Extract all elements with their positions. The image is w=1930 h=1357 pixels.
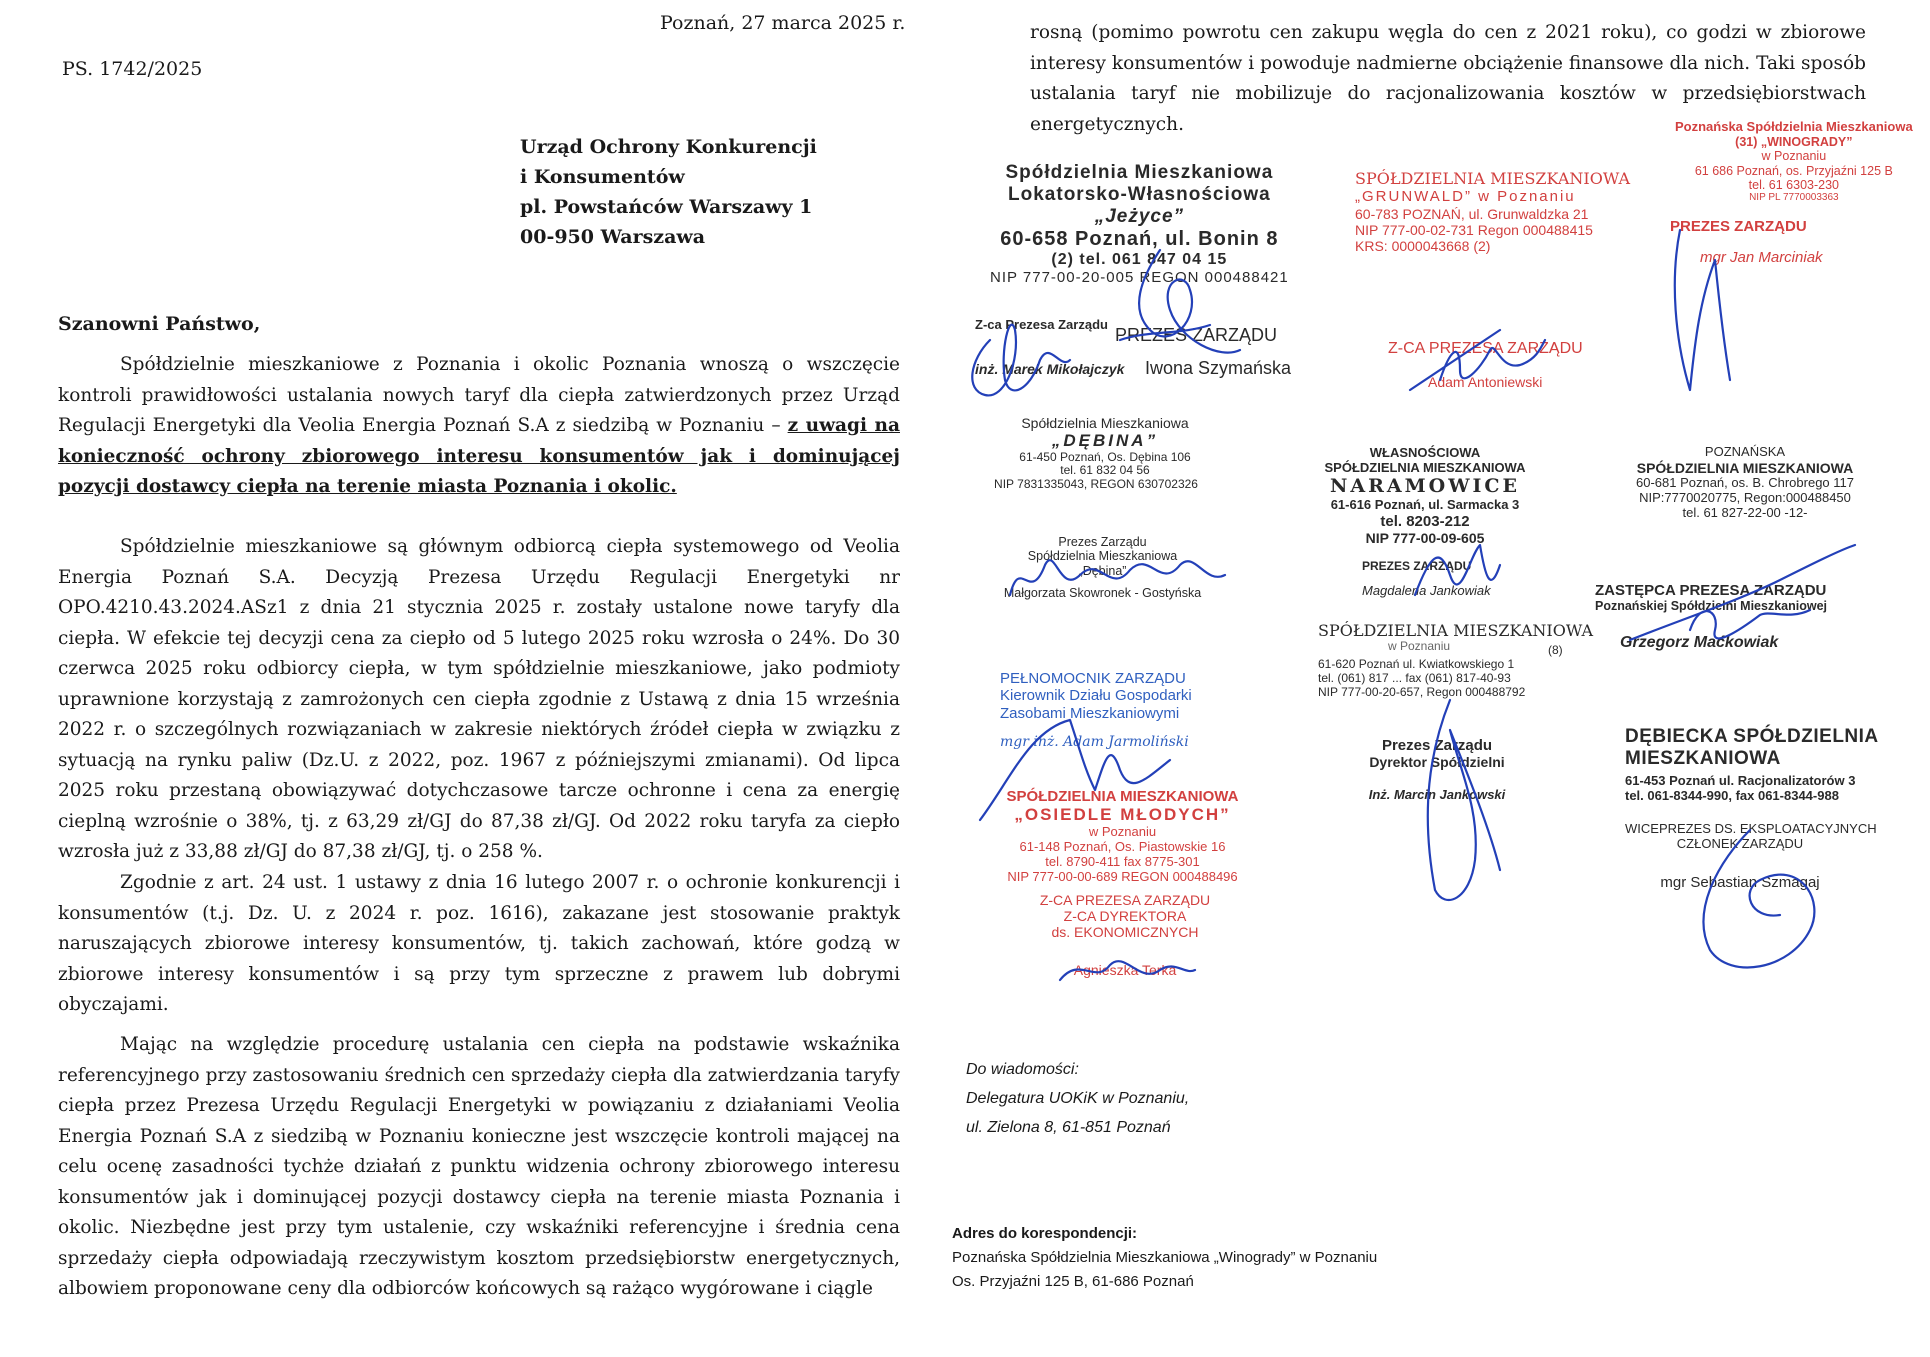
signature-label-szymanska: PREZES ZARZĄDU Iwona Szymańska (1115, 325, 1292, 378)
reference-number: PS. 1742/2025 (62, 58, 203, 80)
paragraph-4-continuation: rosną (pomimo powrotu cen zakupu węgla do cen z 2021 roku), co godzi w zbiorowe interesy konsumentów i powoduje nadmierne obciążenie finansowe dla nich. Taki sposób ustalania taryf nie mobilizuje do racjonalizowania kosztów w przedsiębiorstwach energetycznych. (1030, 22, 1866, 135)
paragraph-1-emphasis: z uwagi na konieczność ochrony zbiorowego interesu konsumentów jak i dominującej pozycji dostawcy ciepła na terenie miasta Poznania i okolic. (58, 415, 900, 497)
cc-title: Do wiadomości: (966, 1061, 1079, 1078)
letter-date: Poznań, 27 marca 2025 r. (660, 12, 906, 34)
recipient-line: i Konsumentów (520, 166, 685, 188)
stamp-winogrady: Poznańska Spółdzielnia Mieszkaniowa (31) „WINOGRADY” w Poznaniu 61 686 Poznań, os. Przyjaźni 125 B tel. 61 6303-230 NIP PL 7770003363 (1675, 119, 1913, 204)
signature-label-antoniewski: Z-CA PREZESA ZARZĄDU Adam Antoniewski (1388, 340, 1583, 391)
signature-label-terka: Z-CA PREZESA ZARZĄDU Z-CA DYREKTORA ds. EKONOMICZNYCH Agnieszka Terka (1039, 892, 1211, 979)
stamp-wspolna: SPÓŁDZIELNIA MIESZKANIOWA w Poznaniu (8) 61-620 Poznań ul. Kwiatkowskiego 1 tel. (061) 817 ... fax (061) 817-40-93 NIP 777-00-20-657, Regon 000488792 (1318, 621, 1594, 699)
cc-block (966, 1055, 1189, 1142)
paragraph-4: Mając na względzie procedurę ustalania cen ciepła na podstawie wskaźnika referencyjnego przy zastosowaniu średnich cen sprzedaży ciepła dla zatwierdzania taryfy ciepła przez Prezesa Urzędu Regulacji Energetyki w powiązaniu z działaniami Veolia Energia Poznań S.A z siedzibą w Poznaniu konieczne jest wszczęcie kontroli mającej na celu ocenę zasadności tychże działań z punktu widzenia ochrony zbiorowego interesu konsumentów jak i dominującej pozycji dostawcy ciepła na terenie miasta Poznania i okolic. Niezbędne jest przy tym ustalenie, czy wskaźniki referencyjne i średnia cena sprzedaży ciepła odpowiadają rzeczywistym kosztom przedsiębiorstw energetycznych, albowiem proponowane ceny dla odbiorców końcowych są rażąco wygórowane i ciągle (58, 1034, 900, 1299)
stamp-naramowice: WŁASNOŚCIOWA SPÓŁDZIELNIA MIESZKANIOWA NARAMOWICE 61-616 Poznań, ul. Sarmacka 3 tel. 8203-212 NIP 777-00-09-605 (1324, 445, 1526, 546)
stamp-debina: Spółdzielnia Mieszkaniowa „DĘBINA” 61-450 Poznań, Os. Dębina 106 tel. 61 832 04 56 NIP 7831335043, REGON 630702326 (994, 415, 1198, 492)
signature-jankowski-icon (1390, 690, 1510, 920)
paragraph-2: Spółdzielnie mieszkaniowe są głównym odbiorcą ciepła systemowego od Veolia Energia Poznań S.A. Decyzją Prezesa Urzędu Regulacji Energetyki nr OPO.4210.43.2024.ASz1 z dnia 21 stycznia 2025 r. zostały ustalone nowe taryfy dla ciepła. W efekcie tej decyzji cena za ciepło od 5 lutego 2025 roku wzrosła o 24%. Do 30 czerwca 2025 roku odbiorcy ciepła, w tym spółdzielnie mieszkaniowe, jako podmioty uprawnione korzystają z zamrożonych cen ciepła zgodnie z Ustawą z dnia 15 września 2022 r. o szczególnych rozwiązaniach w zakresie niektórych źródeł ciepła w związku z sytuacją na rynku paliw (Dz.U. z 2022, poz. 1967 z późniejszymi zmianami). Od lipca 2025 roku przestaną obowiązywać dotychczasowe tarcze ochronne i cena za energię cieplną wzrośnie o 38%, tj. z 63,29 zł/GJ do 87,38 zł/GJ. Od 2022 roku taryfa za ciepło wzrosła już z 33,88 zł/GJ do 87,38 zł/GJ, tj. o 258 %. (58, 536, 900, 862)
cc-line: ul. Zielona 8, 61-851 Poznań (966, 1119, 1171, 1136)
recipient-line: pl. Powstańców Warszawy 1 (520, 196, 813, 218)
signature-mackowiak-icon (1620, 540, 1860, 660)
correspondence-address (952, 1222, 1377, 1294)
signature-label-marciniak: PREZES ZARZĄDU mgr Jan Marciniak (1670, 218, 1823, 267)
paragraph-3: Zgodnie z art. 24 ust. 1 ustawy z dnia 16 lutego 2007 r. o ochronie konkurencji i konsumentów (t.j. Dz. U. z 2024 r. poz. 1616), zakazane jest stosowanie praktyk naruszających zbiorowe interesy konsumentów, tj. takich zachowań, które godzą w zbiorowe interesy konsumentów i są przy tym sprzeczne z prawem lub dobrymi obyczajami. (58, 872, 900, 1015)
signature-label-skowronek: Prezes Zarządu Spółdzielnia Mieszkaniowa „Dębina” Małgorzata Skowronek - Gostyńska (1003, 535, 1202, 601)
salutation: Szanowni Państwo, (58, 313, 261, 335)
recipient-line: 00-950 Warszawa (520, 226, 706, 248)
signature-jarmolinski-icon (960, 700, 1180, 830)
signature-szmagaj-icon (1650, 820, 1830, 980)
stamp-pelnomocnik: PEŁNOMOCNIK ZARZĄDU Kierownik Działu Gospodarki Zasobami Mieszkaniowymi mgr inż. Adam Jarmoliński (1000, 670, 1192, 750)
cc-line: Delegatura UOKiK w Poznaniu, (966, 1090, 1190, 1107)
correspondence-title: Adres do korespondencji: (952, 1225, 1138, 1242)
signature-label-jankowiak: PREZES ZARZĄDU Magdalena Jankowiak (1362, 559, 1491, 598)
signature-label-jankowski: Prezes Zarządu Dyrektor Spółdzielni Inż. Marcin Jankowski (1368, 737, 1506, 803)
signature-jankowiak-icon (1400, 525, 1510, 615)
paragraph-1 (58, 350, 900, 503)
stamp-grunwald: SPÓŁDZIELNIA MIESZKANIOWA „GRUNWALD” w Poznaniu 60-783 POZNAŃ, ul. Grunwaldzka 21 NIP 777-00-02-731 Regon 000488415 KRS: 0000043668 (2) (1355, 169, 1631, 254)
signature-antoniewski-icon (1400, 310, 1550, 400)
stamp-jezyce: Spółdzielnia Mieszkaniowa Lokatorsko-Własnościowa „Jeżyce” 60-658 Poznań, ul. Bonin 8 (2) tel. 061 847 04 15 NIP 777-00-20-005 REGON 000488421 (990, 162, 1289, 286)
stamp-debiecka: DĘBIECKA SPÓŁDZIELNIA MIESZKANIOWA 61-453 Poznań ul. Racjonalizatorów 3 tel. 061-8344-990, fax 061-8344-988 (1625, 726, 1879, 803)
recipient-line: Urząd Ochrony Konkurencji (520, 136, 817, 158)
signature-label-szmagaj: WICEPREZES DS. EKSPLOATACYJNYCH CZŁONEK ZARZĄDU mgr Sebastian Szmagaj (1625, 821, 1877, 891)
stamp-psm: POZNAŃSKA SPÓŁDZIELNIA MIESZKANIOWA 60-681 Poznań, os. B. Chrobrego 117 NIP:7770020775, Regon:000488450 tel. 61 827-22-00 -12- (1635, 444, 1855, 520)
paragraph-1-lead: Spółdzielnie mieszkaniowe z Poznania i okolic Poznania wnoszą o wszczęcie kontroli prawidłowości ustalania nowych taryf dla ciepła zatwierdzonych przez Urząd Regulacji Energetyki dla Veolia Energia Poznań S.A z siedzibą w Poznaniu – (58, 354, 900, 436)
signature-label-mikolajczyk: Z-ca Prezesa Zarządu inż. Marek Mikołajczyk (975, 317, 1125, 377)
signature-szymanska-icon (1100, 240, 1250, 390)
recipient-address (520, 132, 817, 252)
correspondence-line: Os. Przyjaźni 125 B, 61-686 Poznań (952, 1273, 1194, 1290)
correspondence-line: Poznańska Spółdzielnia Mieszkaniowa „Winogrady” w Poznaniu (952, 1249, 1378, 1266)
signature-marciniak-icon (1660, 220, 1740, 400)
stamp-osiedle-mlodych: SPÓŁDZIELNIA MIESZKANIOWA „OSIEDLE MŁODYCH” w Poznaniu 61-148 Poznań, Os. Piastowskie 16 tel. 8790-411 fax 8775-301 NIP 777-00-00-689 REGON 000488496 (1006, 788, 1239, 884)
signature-mikolajczyk-icon (960, 300, 1080, 410)
signature-skowronek-icon (1000, 535, 1230, 615)
signature-terka-icon (1050, 945, 1200, 995)
signature-label-mackowiak: ZASTĘPCA PREZESA ZARZĄDU Poznańskiej Spółdzielni Mieszkaniowej Grzegorz Maćkowiak (1595, 582, 1828, 651)
